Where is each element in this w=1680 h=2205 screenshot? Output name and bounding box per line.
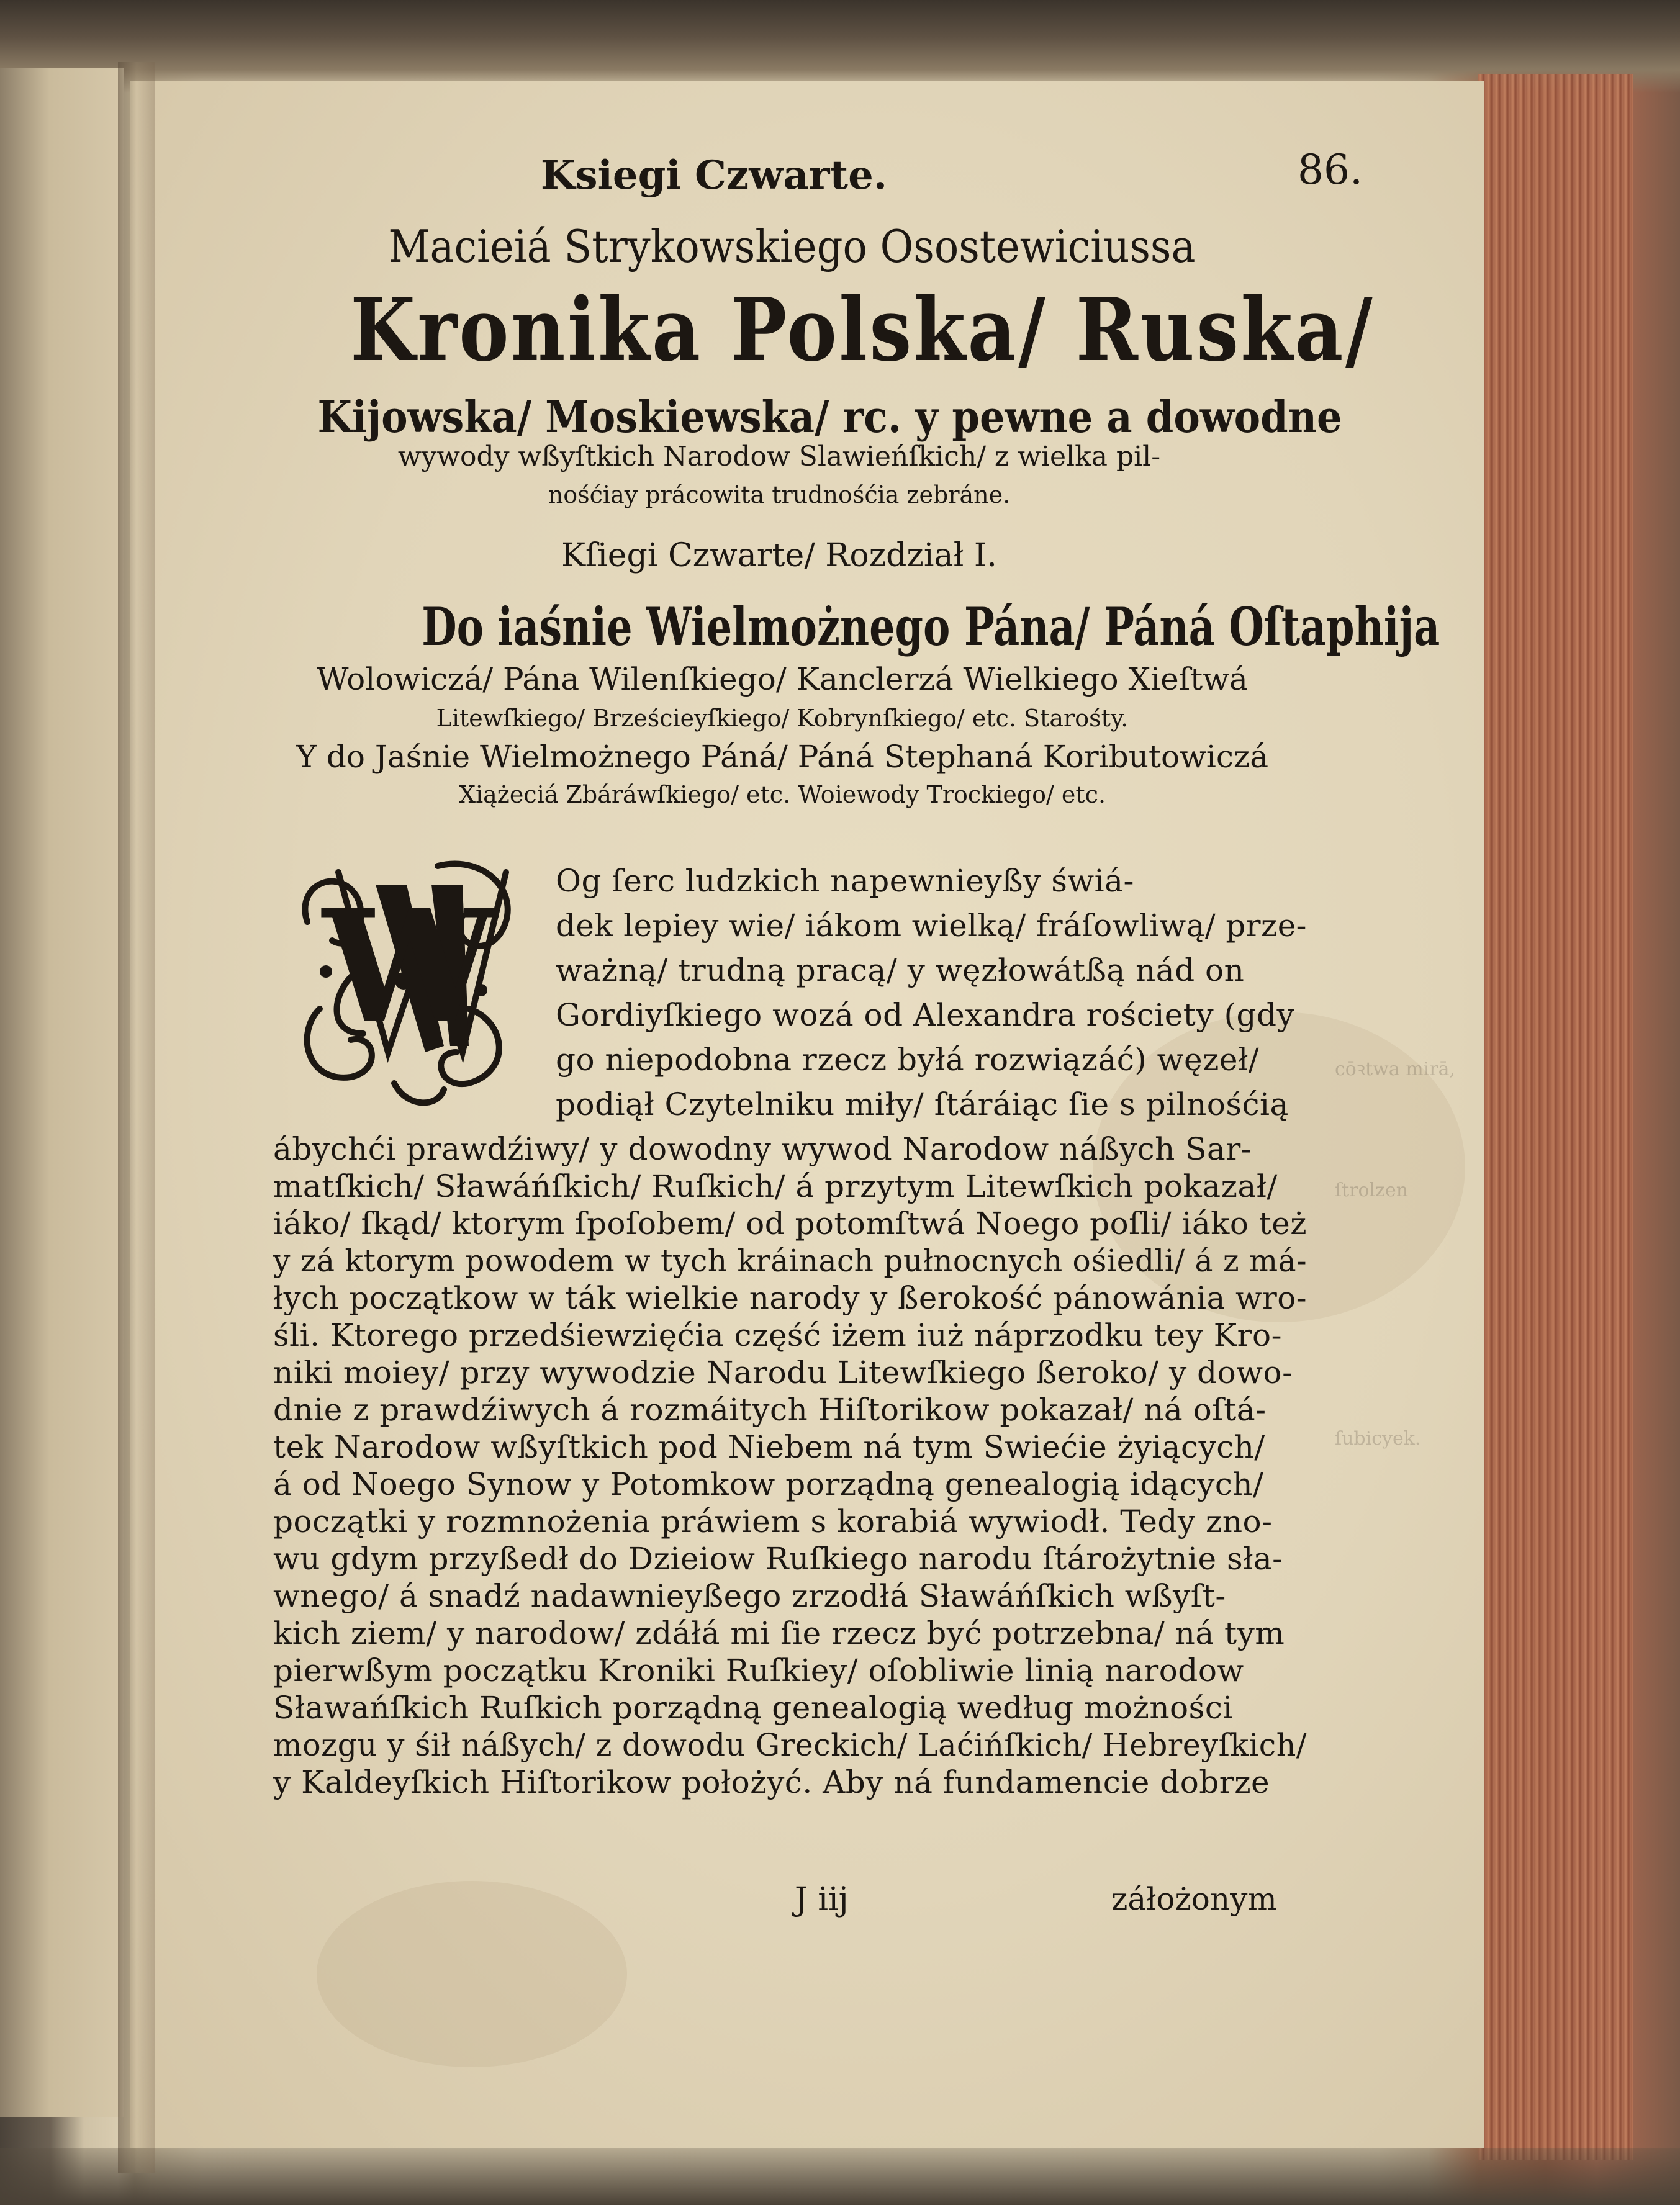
- body-line: mozgu y śił náßych/ z dowodu Greckich/ Laćińſkich/ Hebreyſkich/: [273, 1727, 1307, 1763]
- dedication-line-2: Wolowiczá/ Pána Wilenſkiego/ Kanclerzá Wielkiego Xieſtwá: [317, 661, 1248, 697]
- book-bottom-edge: [0, 2148, 1680, 2205]
- decorated-initial-w: [282, 847, 531, 1121]
- body-line: łych początkow w ták wielkie narody y ßerokość pánowánia wro-: [273, 1280, 1307, 1316]
- body-line: wu gdym przyßedł do Dzieiow Ruſkiego narodu ſtárożytnie sła-: [273, 1541, 1283, 1577]
- body-line: tek Narodow wßyſtkich pod Niebem ná tym Swiećie żyiących/: [273, 1429, 1265, 1465]
- body-line: go niepodobna rzecz byłá rozwiązáć) węzeł/: [556, 1042, 1260, 1078]
- paper-stain: [317, 1881, 627, 2067]
- body-line: Gordiyſkiego wozá od Alexandra rościety (gdy: [556, 997, 1295, 1033]
- body-line: kich ziem/ y narodow/ zdáłá mi ſie rzecz być potrzebna/ ná tym: [273, 1615, 1285, 1651]
- body-line: Og ſerc ludzkich napewnieyßy świá-: [556, 863, 1134, 899]
- body-line: ábychći prawdźiwy/ y dowodny wywod Narodow náßych Sar-: [273, 1131, 1252, 1167]
- dedication-line-4: Y do Jaśnie Wielmożnego Páná/ Páná Stephaná Koributowiczá: [296, 739, 1269, 775]
- show-through-text: ſubicyek.: [1335, 1428, 1421, 1450]
- signature-mark: J iij: [795, 1881, 849, 1918]
- subtitle-line-2: wywody wßyſtkich Narodow Slawieńſkich/ z wielka pil-: [397, 441, 1161, 472]
- page-fore-edge: [1478, 74, 1633, 2160]
- body-line: Sławańſkich Ruſkich porządną genealogią według możności: [273, 1690, 1233, 1726]
- dedication-line-1: Do iaśnie Wielmożnego Pána/ Páná Oſtaphija: [422, 596, 1440, 657]
- dedication-line-5: Xiążeciá Zbáráwſkiego/ etc. Woiewody Trockiego/ etc.: [458, 781, 1106, 808]
- left-page-edge: [0, 68, 124, 2117]
- chapter-heading: Kſiegi Czwarte/ Rozdział I.: [561, 537, 997, 574]
- body-line: niki moiey/ przy wywodzie Narodu Litewſkiego ßeroko/ y dowo-: [273, 1355, 1293, 1391]
- page-number: 86.: [1298, 146, 1363, 194]
- body-line: matſkich/ Sławáńſkich/ Ruſkich/ á przytym Litewſkich pokazał/: [273, 1168, 1278, 1204]
- show-through-text: ſtrolzen: [1335, 1179, 1409, 1201]
- body-line: á od Noego Synow y Potomkow porządną genealogią idących/: [273, 1466, 1264, 1502]
- body-line: śli. Ktorego przedśiewzięćia część iżem iuż náprzodku tey Kro-: [273, 1317, 1282, 1353]
- show-through-text: cōꝛtwa mirā,: [1335, 1058, 1456, 1080]
- body-line: podiął Czytelniku miły/ ſtáráiąc ſie s pilnośćią: [556, 1086, 1289, 1122]
- body-line: y zá ktorym powodem w tych kráinach pułnocnych ośiedli/ á z má-: [273, 1243, 1307, 1279]
- subtitle-line-1: Kijowska/ Moskiewska/ rc. y pewne a dowodne: [317, 391, 1342, 443]
- initial-letter: W: [322, 875, 497, 1058]
- body-line: iáko/ ſkąd/ ktorym ſpoſobem/ od potomſtwá Noego poſli/ iáko też: [273, 1206, 1307, 1242]
- catchword: záłożonym: [1111, 1881, 1277, 1917]
- main-title: Kronika Polska/ Ruska/: [350, 279, 1375, 381]
- body-line: wnego/ á snadź nadawnieyßego zrzodłá Sławáńſkich wßyſt-: [273, 1578, 1226, 1614]
- body-line: ważną/ trudną pracą/ y węzłowátßą nád on: [556, 952, 1245, 988]
- running-head-title: Ksiegi Czwarte.: [540, 152, 888, 199]
- body-line: początki y rozmnożenia práwiem s korabiá wywiodł. Tedy zno-: [273, 1504, 1273, 1540]
- book-top-edge: [0, 0, 1680, 93]
- body-line: y Kaldeyſkich Hiſtorikow położyć. Aby ná fundamencie dobrze: [273, 1764, 1270, 1800]
- body-line: dek lepiey wie/ iákom wielką/ fráſowliwą/ prze-: [556, 908, 1307, 944]
- author-line: Macieiá Strykowskiego Osostewiciussa: [388, 220, 1196, 273]
- book-gutter: [118, 62, 155, 2173]
- body-line: dnie z prawdźiwych á rozmáitych Hiſtorikow pokazał/ ná oſtá-: [273, 1392, 1267, 1428]
- dedication-line-3: Litewſkiego/ Brześcieyſkiego/ Kobrynſkiego/ etc. Starośty.: [436, 705, 1129, 732]
- body-line: pierwßym początku Kroniki Ruſkiey/ oſobliwie linią narodow: [273, 1653, 1244, 1689]
- subtitle-line-3: nośćiay prácowita trudnośćia zebráne.: [548, 481, 1011, 508]
